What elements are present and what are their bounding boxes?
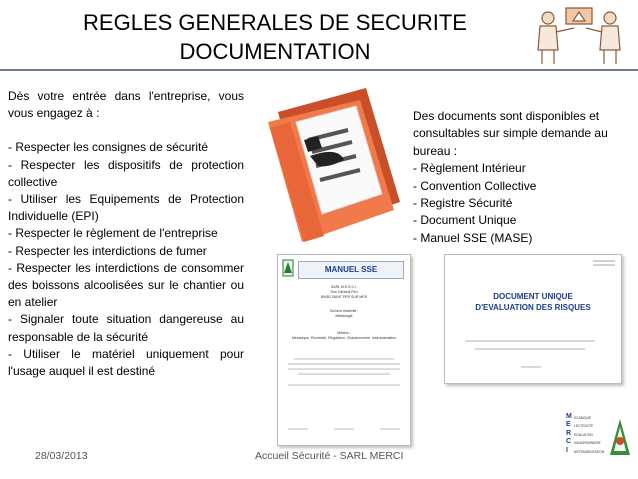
documents-folder-illustration bbox=[248, 82, 408, 248]
commitment-item: - Signaler toute situation dangereuse au responsable de la sécurité bbox=[8, 312, 244, 344]
manuel-city: 89450 SAINT PER SUR MER bbox=[320, 295, 368, 299]
manuel-street: Rue Général Pen bbox=[330, 290, 358, 294]
merci-letter: I bbox=[566, 446, 568, 454]
merci-letters bbox=[566, 413, 572, 455]
title-rule bbox=[0, 69, 638, 71]
merci-logo-icon bbox=[282, 259, 294, 277]
manuel-subtitle-2: Métallurgie bbox=[335, 314, 353, 318]
manuel-sse-thumbnail bbox=[277, 254, 411, 446]
commitments-column bbox=[8, 88, 244, 380]
merci-letter: M bbox=[566, 413, 572, 420]
slide-title-line1: REGLES GENERALES DE SECURITE bbox=[83, 10, 467, 35]
merci-word: ECANIQUE bbox=[574, 416, 592, 420]
merci-word: LECTRICITE bbox=[574, 424, 594, 429]
merci-words bbox=[574, 414, 604, 456]
merci-emblem-icon bbox=[608, 417, 632, 459]
slide-title bbox=[40, 8, 510, 66]
document-item: - Document Unique bbox=[413, 213, 517, 228]
manuel-subtitle: Surveur d'activité : bbox=[329, 309, 359, 313]
document-unique-thumbnail bbox=[444, 254, 622, 384]
documents-intro: Des documents sont disponibles et consultables sur simple demande au bureau : bbox=[413, 109, 608, 158]
merci-word: EGULATION bbox=[574, 432, 593, 437]
safety-illustration bbox=[530, 2, 630, 66]
document-item: - Convention Collective bbox=[413, 178, 537, 193]
footer-date: 28/03/2013 bbox=[35, 450, 88, 462]
documents-column bbox=[413, 108, 623, 247]
commitment-item: - Respecter les consignes de sécurité bbox=[8, 140, 209, 155]
merci-letter: R bbox=[566, 429, 572, 437]
slide-title-line2: DOCUMENTATION bbox=[179, 39, 371, 64]
document-item: - Règlement Intérieur bbox=[413, 161, 526, 176]
manuel-metiers: Mécanique, Electricité, Régulation, Chaudronnerie, Instrumentation bbox=[291, 336, 397, 340]
merci-word: NSTRUMENTATION bbox=[574, 449, 605, 454]
commitment-item: - Respecter les dispositifs de protection collective bbox=[8, 157, 244, 189]
document-unique-line1: DOCUMENT UNIQUE bbox=[493, 292, 573, 301]
merci-word: HAUDRONNERIE bbox=[574, 441, 601, 446]
document-unique-footer-lines bbox=[465, 337, 605, 377]
commitment-item: - Respecter le règlement de l'entreprise bbox=[8, 226, 218, 241]
commitments-intro: Dès votre entrée dans l'entreprise, vous vous engagez à : bbox=[8, 89, 244, 121]
merci-letter: C bbox=[566, 438, 572, 446]
document-unique-title bbox=[455, 291, 611, 313]
merci-letter: E bbox=[566, 421, 571, 429]
merci-company-logo bbox=[562, 413, 634, 463]
document-unique-top-mark bbox=[593, 259, 615, 267]
commitment-item: - Utiliser le matériel uniquement pour l'usage auquel il est destiné bbox=[8, 346, 244, 379]
document-item: - Registre Sécurité bbox=[413, 196, 513, 211]
document-unique-line2: D'EVALUATION DES RISQUES bbox=[475, 303, 591, 312]
commitment-item: - Respecter les interdictions de fumer bbox=[8, 243, 207, 258]
commitment-item: - Respecter les interdictions de consommer des boissons alcoolisées sur le chantier ou en atelier bbox=[8, 260, 244, 310]
manuel-heading: MANUEL SSE bbox=[298, 261, 404, 279]
document-item: - Manuel SSE (MASE) bbox=[413, 230, 533, 245]
footer-center-text: Accueil Sécurité - SARL MERCI bbox=[255, 450, 404, 462]
manuel-company: SARL M.E.R.C.I. bbox=[330, 285, 358, 289]
manuel-metiers-label: Métiers : bbox=[337, 331, 351, 335]
commitment-item: - Utiliser les Equipements de Protection Individuelle (EPI) bbox=[8, 192, 244, 224]
manuel-body-text bbox=[288, 355, 400, 435]
